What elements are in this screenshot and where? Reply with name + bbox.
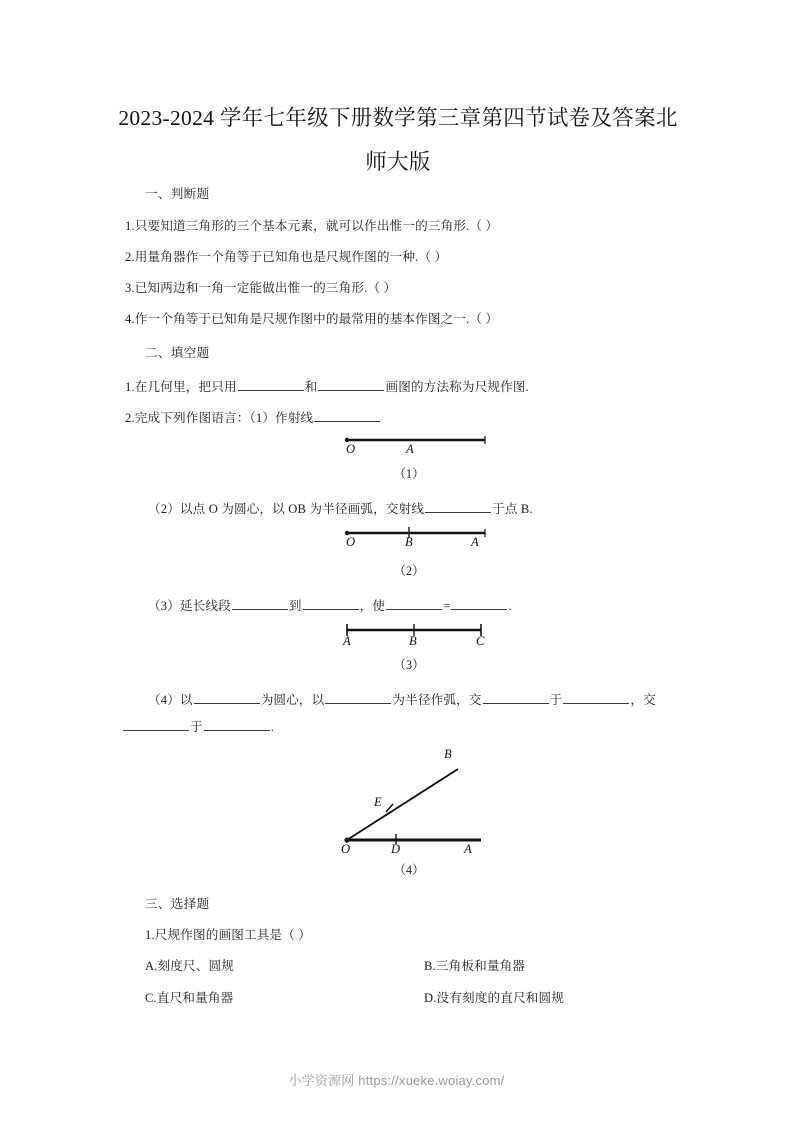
question-fill-3 — [148, 500, 533, 518]
question-fill-3-part-a: （2）以点 O 为圆心，以 OB 为半径画弧，交射线 — [148, 502, 425, 516]
figure-3-label-b: B — [409, 634, 417, 648]
figure-1-label-a: A — [406, 442, 414, 456]
question-tf-4: 4.作一个角等于已知角是尺规作图中的最常用的基本作图之一.（ ） — [125, 312, 499, 326]
page-title-line-2: 师大版 — [365, 150, 431, 174]
question-mc-1: 1.尺规作图的画图工具是（ ） — [145, 928, 311, 942]
figure-4-label-e: E — [374, 795, 382, 809]
blank-input-4-2[interactable] — [303, 597, 359, 610]
figure-3-caption: （3） — [393, 658, 425, 672]
blank-input-2-1[interactable] — [314, 409, 380, 422]
page-title-line-1: 2023-2024 学年七年级下册数学第三章第四节试卷及答案北 — [118, 106, 678, 130]
figure-4-label-d: D — [391, 842, 401, 856]
blank-input-1-2[interactable] — [318, 378, 384, 391]
blank-input-4-3[interactable] — [386, 597, 442, 610]
figure-4-ray-ob — [347, 769, 458, 840]
question-tf-1: 1.只要知道三角形的三个基本元素，就可以作出惟一的三角形.（ ） — [125, 219, 499, 233]
question-fill-4-part-b: 到 — [288, 599, 302, 613]
figure-2-label-o: O — [346, 535, 356, 549]
question-fill-4-part-d: = — [443, 599, 451, 613]
figure-2-caption: （2） — [393, 564, 425, 578]
question-fill-2 — [125, 409, 381, 427]
question-fill-5-line-1 — [148, 691, 656, 709]
figure-3-label-c: C — [476, 634, 485, 648]
question-fill-5-line-2 — [122, 718, 274, 736]
blank-input-4-1[interactable] — [232, 597, 288, 610]
blank-input-3-1[interactable] — [425, 500, 491, 513]
question-tf-3: 3.已知两边和一角一定能做出惟一的三角形.（ ） — [125, 281, 397, 295]
figure-4-label-b: B — [444, 747, 452, 761]
question-fill-1-part-c: 画图的方法称为尺规作图. — [385, 380, 529, 394]
question-fill-4-part-e: . — [508, 599, 512, 613]
figure-3-svg — [345, 623, 495, 653]
question-fill-5-part-b: 为圆心，以 — [260, 693, 325, 707]
question-fill-4-part-c: ，使 — [359, 599, 386, 613]
figure-3-label-a: A — [343, 634, 351, 648]
choice-d[interactable]: D.没有刻度的直尺和圆规 — [424, 991, 564, 1005]
question-fill-2-part-a: 2.完成下列作图语言：（1）作射线 — [125, 411, 314, 425]
blank-input-4-4[interactable] — [451, 597, 507, 610]
page-title — [118, 96, 678, 184]
choice-b[interactable]: B.三角板和量角器 — [424, 959, 526, 973]
question-fill-5-line2-part-b: . — [270, 720, 275, 734]
question-fill-5-part-c: 为半径作弧，交 — [392, 693, 482, 707]
section-heading-true-false: 一、判断题 — [145, 187, 210, 201]
question-tf-2: 2.用量角器作一个角等于已知角也是尺规作图的一种.（ ） — [125, 250, 448, 264]
figure-1-label-o: O — [346, 442, 356, 456]
choice-a[interactable]: A.刻度尺、圆规 — [145, 959, 235, 973]
question-fill-4-part-a: （3）延长线段 — [148, 599, 231, 613]
figure-1-caption: （1） — [393, 467, 425, 481]
question-fill-1 — [125, 378, 529, 396]
question-fill-5-part-d: 于 — [549, 693, 563, 707]
question-fill-1-part-b: 和 — [304, 380, 318, 394]
figure-4-angle-aob — [341, 747, 505, 857]
figure-2-ray-with-b — [345, 527, 495, 557]
question-fill-1-part-a: 1.在几何里，把只用 — [125, 380, 237, 394]
figure-2-label-a: A — [471, 535, 479, 549]
blank-input-5-6[interactable] — [204, 718, 270, 731]
blank-input-5-2[interactable] — [325, 691, 391, 704]
figure-1-ray-oa — [345, 434, 495, 464]
blank-input-1-1[interactable] — [238, 378, 304, 391]
question-fill-5-part-e: ，交 — [630, 693, 656, 707]
blank-input-5-1[interactable] — [194, 691, 260, 704]
figure-4-caption: （4） — [393, 863, 425, 877]
question-fill-4 — [148, 597, 512, 615]
figure-4-label-a: A — [464, 842, 472, 856]
blank-input-5-4[interactable] — [563, 691, 629, 704]
question-fill-3-part-b: 于点 B. — [492, 502, 533, 516]
question-fill-5-part-a: （4）以 — [148, 693, 193, 707]
section-heading-fill-blank: 二、填空题 — [145, 346, 210, 360]
figure-3-segment-abc — [345, 623, 495, 653]
footer-watermark: 小学资源网 https://xueke.woiay.com/ — [288, 1073, 505, 1088]
blank-input-5-5[interactable] — [123, 718, 189, 731]
choice-c[interactable]: C.直尺和量角器 — [145, 991, 234, 1005]
figure-4-svg — [345, 747, 505, 857]
section-heading-multiple-choice: 三、选择题 — [145, 897, 210, 911]
figure-4-label-o: O — [341, 842, 351, 856]
question-fill-5-line2-part-a: 于 — [190, 720, 203, 734]
figure-2-label-b: B — [405, 535, 413, 549]
blank-input-5-3[interactable] — [483, 691, 549, 704]
figure-1-svg — [345, 434, 495, 464]
